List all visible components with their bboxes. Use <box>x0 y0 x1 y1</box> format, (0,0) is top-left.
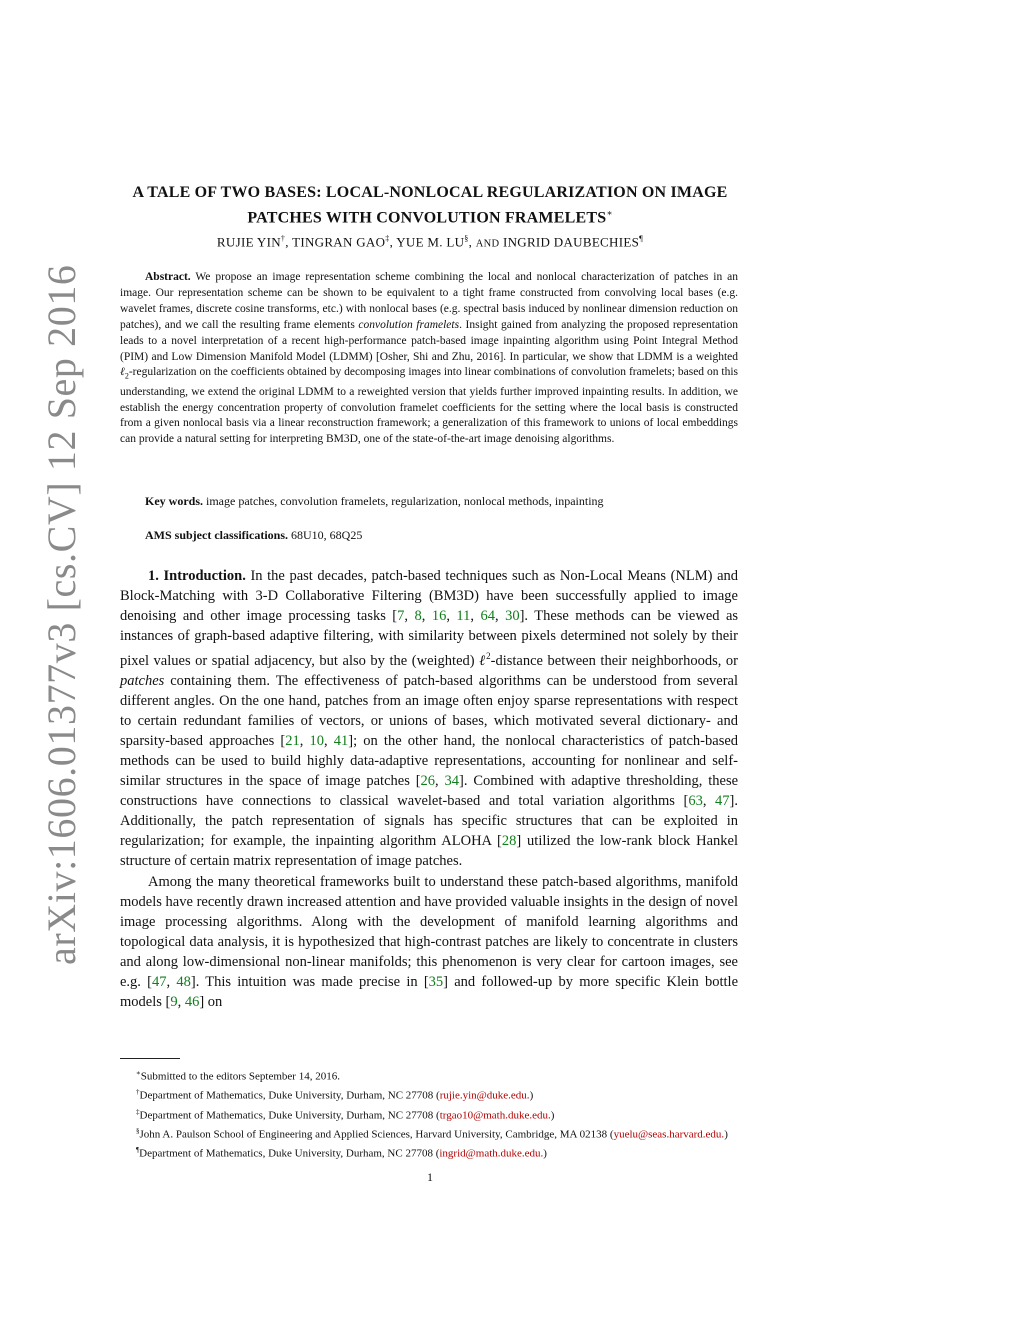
footnote <box>120 1066 738 1085</box>
intro-text: ]. This intuition was made precise in [ <box>190 973 429 990</box>
intro-paragraph-2: Among the many theoretical frameworks built to understand these patch-based algorithms, manifold models have recently drawn increased attention and have provided valuable insights in the design of novel image processing algorithms. Along with the development of manifold learning algorithms and topological data analysis, it is hypothesized that high-contrast patches are likely to concentrate in clusters and along low-dimensional non-linear manifolds; this phenomenon is very clear for cartoon images, see e.g. [47, 48]. This intuition was made precise in [35] and followed-up by more specific Klein bottle models [9, 46] on <box>120 873 739 1010</box>
email-link[interactable]: rujie.yin@duke.edu. <box>439 1089 530 1102</box>
citation-link[interactable]: 64 <box>480 608 495 625</box>
email-link[interactable]: yuelu@seas.harvard.edu. <box>613 1128 725 1141</box>
intro-text: ]. Additionally, the patch representation of signals has specific structures that can be exploited in regularization; for example, the inpainting algorithm ALOHA [ <box>120 793 738 850</box>
arxiv-identifier[interactable]: arXiv:1606.01377v3 [cs.CV] 12 Sep 2016 <box>39 264 84 965</box>
title-line-1: A TALE OF TWO BASES: LOCAL-NONLOCAL REGULARIZATION ON IMAGE <box>132 184 728 201</box>
abstract-math-sub: 2 <box>124 371 129 381</box>
citation-link[interactable]: 21 <box>285 733 300 750</box>
introduction-section <box>120 566 738 1012</box>
author-list: RUJIE YIN†, TINGRAN GAO‡, YUE M. LU§, AND INGRID DAUBECHIES¶ <box>216 234 644 250</box>
footnote-mark: ‡ <box>136 1107 140 1116</box>
citation-link[interactable]: 8 <box>414 608 422 625</box>
intro-term: patches <box>120 673 165 690</box>
author-name: TINGRAN GAO <box>292 234 386 250</box>
citation-link[interactable]: 30 <box>505 608 520 625</box>
citation-link[interactable]: 47 <box>152 973 167 990</box>
intro-math-sup: 2 <box>486 651 491 662</box>
footnotes <box>120 1066 738 1162</box>
email-link[interactable]: ingrid@math.duke.edu. <box>439 1147 544 1160</box>
citation-link[interactable]: 7 <box>397 608 405 625</box>
footnote-text: Department of Mathematics, Duke University, Durham, NC 27708 <box>139 1109 434 1122</box>
abstract-label: Abstract. <box>145 271 191 283</box>
intro-math: ℓ <box>479 653 487 670</box>
footnote-text: Department of Mathematics, Duke University, Durham, NC 27708 <box>139 1089 434 1102</box>
citation-link[interactable]: 63 <box>688 793 703 810</box>
ams-label: AMS subject classifications. <box>145 528 288 542</box>
citation-link[interactable]: 48 <box>176 973 191 990</box>
ams-classification <box>145 528 738 543</box>
footnote: ‡Department of Mathematics, Duke University, Durham, NC 27708 (trgao10@math.duke.edu.) <box>136 1107 555 1122</box>
abstract-text-3: -regularization on the coefficients obtained by decomposing images into linear combinations of convolution framelets; based on this understanding, we extend the original LDMM to a reweighted version that yields further improved inpainting results. In addition, we establish the energy concentration property of convolution framelet coefficients for the setting where the local basis is constructed from a given nonlocal basis via a linear reconstruction framework; a generalization of this framework to unions of local embeddings can provide a natural setting for interpreting BM3D, one of the state-of-the-art image denoising algorithms. <box>120 366 738 446</box>
intro-text: ]. Combined with adaptive thresholding, these constructions have connections to classical wavelet-based and total variation algorithms [ <box>120 773 739 810</box>
footnote: §John A. Paulson School of Engineering and Applied Sciences, Harvard University, Cambridge, MA 02138 (yuelu@seas.harvard.edu.) <box>136 1126 728 1141</box>
title-line-2: PATCHES WITH CONVOLUTION FRAMELETS∗ <box>247 208 613 227</box>
citation-link[interactable]: 34 <box>444 773 460 790</box>
citation-link[interactable]: 28 <box>501 833 517 850</box>
citation-link[interactable]: 11 <box>456 608 471 625</box>
title-footnote-mark[interactable]: ∗ <box>606 208 613 218</box>
author-name: INGRID DAUBECHIES <box>502 234 640 250</box>
abstract <box>120 270 738 448</box>
paper-title <box>110 182 750 228</box>
author-name: YUE M. LU <box>396 234 465 250</box>
intro-text: In the past decades, patch-based techniques such as Non-Local Means (NLM) and Block-Matching with 3-D Collaborative Filtering (BM3D) have been successfully applied to image denoising and other image processing tasks [ <box>120 568 739 625</box>
intro-text: ]; on the other hand, the nonlocal characteristics of patch-based methods can be used to build highly data-adaptive representations, accounting for nonlinear and self-similar structures in the space of image patches [ <box>120 733 739 790</box>
intro-text: ] and followed-up by more specific Klein bottle models [ <box>120 973 739 1010</box>
citation-link[interactable]: 41 <box>333 733 349 750</box>
keywords-text: image patches, convolution framelets, regularization, nonlocal methods, inpainting <box>206 494 604 508</box>
author-footnote-mark[interactable]: † <box>280 234 286 243</box>
footnote-mark: ∗ <box>136 1069 141 1077</box>
footnote-mark: § <box>136 1126 140 1135</box>
section-heading: Introduction. <box>163 568 246 584</box>
intro-text: ] on <box>199 993 223 1010</box>
citation-link[interactable]: 35 <box>428 973 444 990</box>
email-link[interactable]: trgao10@math.duke.edu. <box>439 1109 551 1122</box>
footnote: ¶Department of Mathematics, Duke University, Durham, NC 27708 (ingrid@math.duke.edu.) <box>136 1146 547 1160</box>
intro-text: ] utilized the low-rank block Hankel structure of certain matrix representation of image patches. <box>120 833 738 870</box>
intro-text: ]. These methods can be viewed as instances of graph-based adaptive filtering, with similarity between pixels determined not solely by their pixel values or spatial adjacency, but also by the (weighted) <box>120 608 739 670</box>
abstract-term: convolution framelets <box>358 318 460 331</box>
intro-text: containing them. The effectiveness of patch-based algorithms can be understood from several different angles. On the one hand, patches from an image often enjoy sparse representations with respect to certain redundant families of vectors, or unions of bases, which motivated several dictionary- and sparsity-based approaches [ <box>120 673 739 750</box>
author-name: RUJIE YIN <box>216 234 281 250</box>
footnote-text: John A. Paulson School of Engineering and Applied Sciences, Harvard University, Cambridge, MA 02138 <box>139 1128 608 1141</box>
abstract-math: ℓ <box>120 366 125 379</box>
footnote-mark: † <box>136 1088 140 1097</box>
author-conjunction: AND <box>475 238 500 250</box>
ams-text: 68U10, 68Q25 <box>291 528 363 542</box>
author-footnote-mark[interactable]: ¶ <box>639 234 644 243</box>
section-number: 1. <box>148 568 159 584</box>
footnote-text: Department of Mathematics, Duke University, Durham, NC 27708 <box>139 1147 433 1160</box>
footnote-divider <box>120 1058 180 1059</box>
intro-text: Among the many theoretical frameworks built to understand these patch-based algorithms, manifold models have recently drawn increased attention and have provided valuable insights in the design of novel image processing algorithms. Along with the development of manifold learning algorithms and topological data analysis, it is hypothesized that high-contrast patches are likely to concentrate in clusters and along low-dimensional non-linear manifolds; this phenomenon is very clear for cartoon images, see e.g. [ <box>120 873 738 990</box>
author-footnote-mark[interactable]: § <box>464 234 469 243</box>
footnote-text: Submitted to the editors September 14, 2016. <box>140 1070 340 1083</box>
intro-text: -distance between their neighborhoods, or <box>490 653 739 670</box>
citation-link[interactable]: 46 <box>184 993 200 1010</box>
intro-paragraph-1: 1. Introduction. In the past decades, patch-based techniques such as Non-Local Means (NLM) and Block-Matching with 3-D Collaborative Filtering (BM3D) have been successfully applied to image denoising and other image processing tasks [7, 8, 16, 11, 64, 30]. These methods can be viewed as instances of graph-based adaptive filtering, with similarity between pixels determined not solely by their pixel values or spatial adjacency, but also by the (weighted) ℓ$^2$-distance between their neighborhoods, or patches containing them. The effectiveness of patch-based algorithms can be understood from several different angles. On the one hand, patches from an image often enjoy sparse representations with respect to certain redundant families of vectors, or unions of bases, which motivated several dictionary- and sparsity-based approaches [21, 10, 41]; on the other hand, the nonlocal characteristics of patch-based methods can be used to build highly data-adaptive representations, accounting for nonlinear and self-similar structures in the space of image patches [26, 34]. Combined with adaptive thresholding, these constructions have connections to classical wavelet-based and total variation algorithms [63, 47]. Additionally, the patch representation of signals has specific structures that can be exploited in regularization; for example, the inpainting algorithm ALOHA [28] utilized the low-rank block Hankel structure of certain matrix representation of image patches. <box>120 568 739 870</box>
citation-link[interactable]: 47 <box>715 793 730 810</box>
abstract-text-1: We propose an image representation scheme combining the local and nonlocal characterization of patches in an image. Our representation scheme can be shown to be equivalent to a tight frame constructed from convolving local bases (e.g. wavelet frames, discrete cosine transforms, etc.) with nonlocal bases (e.g. spectral basis induced by nonlinear dimension reduction on patches), and we call the resulting frame elements <box>120 271 739 331</box>
citation-link[interactable]: 16 <box>431 608 447 625</box>
citation-link[interactable]: 9 <box>170 993 178 1010</box>
footnote-mark: ¶ <box>136 1146 140 1154</box>
page-number: 1 <box>427 1170 433 1184</box>
abstract-text-2: . Insight gained from analyzing the proposed representation leads to a novel interpretation of a recent high-performance patch-based image inpainting algorithm using Point Integral Method (PIM) and Low Dimension Manifold Model (LDMM) [Osher, Shi and Zhu, 2016]. In particular, we show that LDMM is a weighted <box>120 318 738 363</box>
keywords <box>145 494 738 509</box>
keywords-label: Key words. <box>145 494 203 508</box>
citation-link[interactable]: 10 <box>309 733 325 750</box>
citation-link[interactable]: 26 <box>420 773 436 790</box>
footnote: †Department of Mathematics, Duke University, Durham, NC 27708 (rujie.yin@duke.edu.) <box>136 1088 534 1102</box>
author-footnote-mark[interactable]: ‡ <box>385 234 390 243</box>
